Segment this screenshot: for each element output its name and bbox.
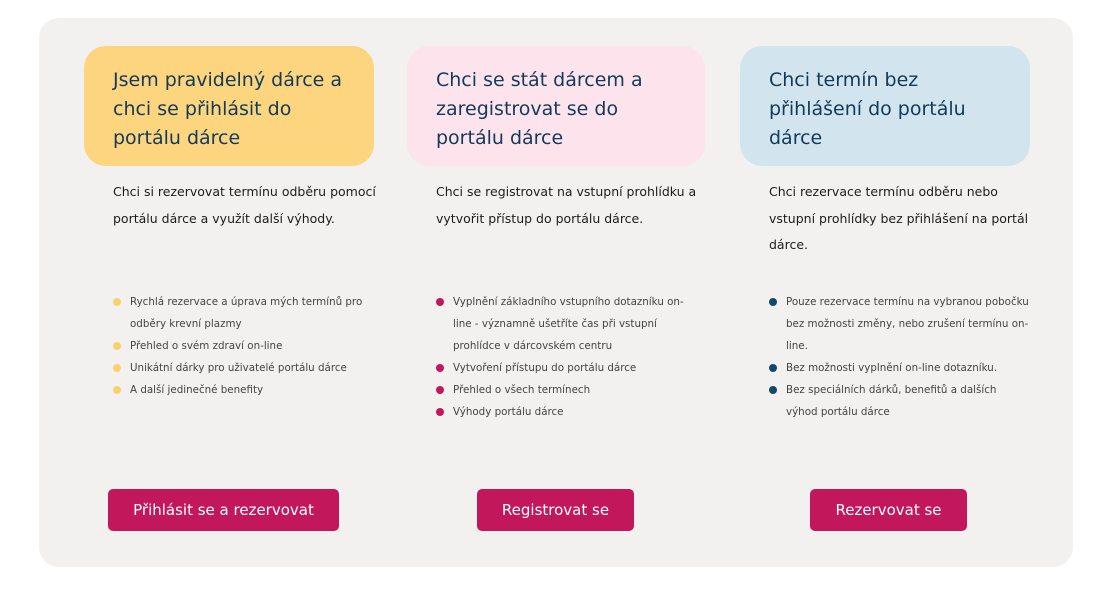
- card-heading: Chci termín bez přihlášení do portálu dárce: [769, 69, 966, 149]
- list-item-text: Rychlá rezervace a úprava mých termínů pro odběry krevní plazmy: [130, 296, 363, 330]
- card-heading: Chci se stát dárcem a zaregistrovat se do portálu dárce: [436, 69, 643, 149]
- limitations-list: [769, 291, 1029, 423]
- list-item: [769, 379, 1029, 423]
- card-lead-text: Chci rezervace termínu odběru nebo vstupní prohlídky bez přihlášení na portál dárce.: [769, 184, 1029, 252]
- bullet-dot-icon: [113, 364, 121, 372]
- bullet-dot-icon: [113, 386, 121, 394]
- bullet-dot-icon: [113, 342, 121, 350]
- bullet-dot-icon: [436, 408, 444, 416]
- list-item-text: Přehled o svém zdraví on-line: [130, 340, 283, 352]
- bullet-dot-icon: [769, 298, 777, 306]
- bullet-dot-icon: [769, 386, 777, 394]
- list-item-text: Vytvoření přístupu do portálu dárce: [453, 362, 637, 374]
- bullet-dot-icon: [436, 364, 444, 372]
- list-item-text: Výhody portálu dárce: [453, 406, 564, 418]
- list-item-text: Unikátní dárky pro uživatelé portálu dárce: [130, 362, 347, 374]
- list-item-text: A další jedinečné benefity: [130, 384, 264, 396]
- card-heading: Jsem pravidelný dárce a chci se přihlásit do portálu dárce: [113, 69, 343, 149]
- list-item: [436, 401, 696, 423]
- list-item: [769, 291, 1029, 357]
- list-item: [113, 357, 373, 379]
- list-item: [769, 357, 1029, 379]
- bullet-dot-icon: [769, 364, 777, 372]
- benefits-list: [436, 291, 696, 423]
- options-panel: [39, 18, 1073, 567]
- card-header: [740, 46, 1030, 166]
- list-item: [436, 291, 696, 357]
- list-item-text: Pouze rezervace termínu na vybranou pobočku bez možnosti změny, nebo zrušení termínu on-line.: [786, 296, 1029, 352]
- list-item: [113, 379, 373, 401]
- list-item: [436, 357, 696, 379]
- card-header: [84, 46, 374, 166]
- reserve-button[interactable]: Rezervovat se: [810, 489, 967, 531]
- bullet-dot-icon: [436, 386, 444, 394]
- bullet-dot-icon: [436, 298, 444, 306]
- list-item-text: Přehled o všech termínech: [453, 384, 591, 396]
- card-lead-text: Chci se registrovat na vstupní prohlídku a vytvořit přístup do portálu dárce.: [436, 184, 697, 226]
- login-and-reserve-button[interactable]: Přihlásit se a rezervovat: [108, 489, 339, 531]
- list-item: [436, 379, 696, 401]
- list-item: [113, 335, 373, 357]
- bullet-dot-icon: [113, 298, 121, 306]
- list-item: [113, 291, 373, 335]
- list-item-text: Bez možnosti vyplnění on-line dotazníku.: [786, 362, 998, 374]
- list-item-text: Bez speciálních dárků, benefitů a dalších výhod portálu dárce: [786, 384, 997, 418]
- list-item-text: Vyplnění základního vstupního dotazníku on-line - významně ušetříte čas při vstupní prohlídce v dárcovském centru: [453, 296, 684, 352]
- register-button[interactable]: Registrovat se: [477, 489, 634, 531]
- card-lead-text: Chci si rezervovat termínu odběru pomocí portálu dárce a využít další výhody.: [113, 184, 376, 226]
- benefits-list: [113, 291, 373, 401]
- card-header: [407, 46, 705, 166]
